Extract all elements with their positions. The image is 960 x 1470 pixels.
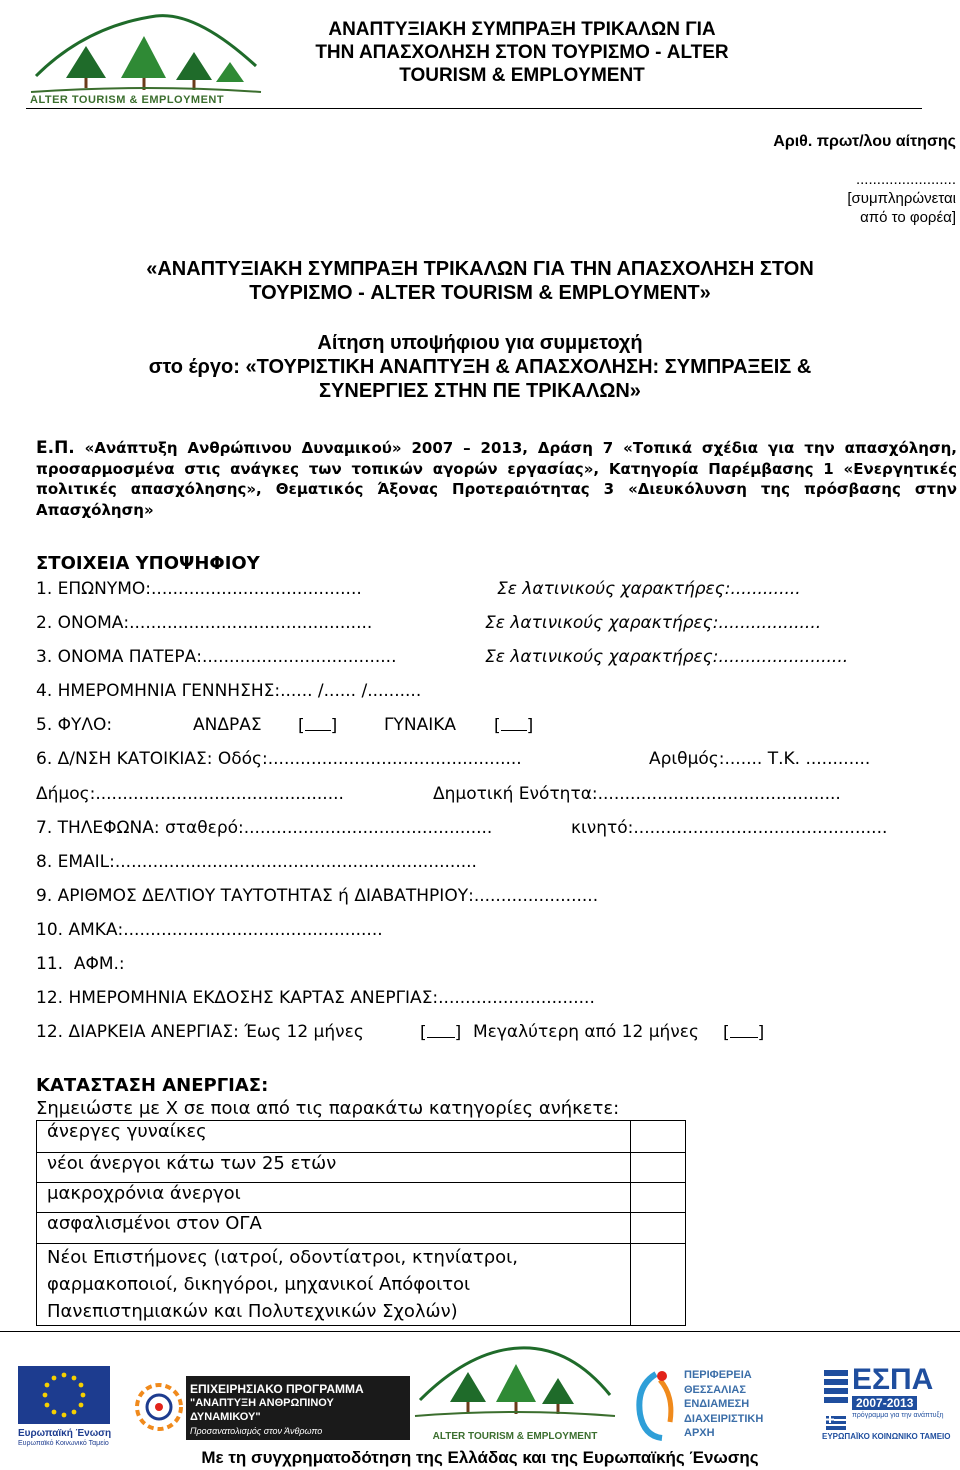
logo-text: ALTER TOURISM & EMPLOYMENT bbox=[30, 94, 225, 106]
unemployment-card-date-field[interactable]: 12. ΗΜΕΡΟΜΗΝΙΑ ΕΚΔΟΣΗΣ ΚΑΡΤΑΣ ΑΝΕΡΓΙΑΣ:............................. bbox=[36, 988, 595, 1008]
region-emblem-icon bbox=[626, 1366, 686, 1444]
father-name-latin-label: Σε λατινικούς χαρακτήρες:........................ bbox=[485, 647, 849, 667]
programme-text-panel bbox=[186, 1376, 410, 1440]
header-title-line: TOURISM & EMPLOYMENT bbox=[399, 65, 645, 86]
table-row bbox=[37, 1153, 686, 1183]
table-row bbox=[37, 1213, 686, 1244]
name-field[interactable] bbox=[36, 613, 372, 633]
unemployment-instruction: Σημειώστε με Χ σε ποια από τις παρακάτω κατηγορίες ανήκετε: bbox=[36, 1098, 620, 1119]
category-checkbox[interactable] bbox=[631, 1244, 686, 1326]
program-text: «Ανάπτυξη Ανθρώπινου Δυναμικού» 2007 – 2013, Δράση 7 «Τοπικά σχέδια για την απασχόληση, προσαρμοσμένα στις ανάγκες των τοπικών αγορών εργασίας», Κατηγορία Παρέμβασης 1 «Ενεργητικές πολιτικές απασχόλησης», Θεματικός Άξονας Προτεραιότητας 3 «Διευκόλυνση της πρόσβασης στην Απασχόληση» bbox=[36, 439, 957, 519]
subtitle-line: στο έργο: «ΤΟΥΡΙΣΤΙΚΗ ΑΝΑΠΤΥΞΗ & ΑΠΑΣΧΟΛΗΣΗ: ΣΥΜΠΡΑΞΕΙΣ & bbox=[148, 356, 812, 378]
region-line: ΕΝΔΙΑΜΕΣΗ bbox=[684, 1398, 750, 1410]
region-line: ΔΙΑΧΕΙΡΙΣΤΙΚΗ bbox=[684, 1412, 764, 1425]
espa-subtitle: πρόγραμμα για την ανάπτυξη bbox=[852, 1412, 944, 1419]
region-line: ΠΕΡΙΦΕΡΕΙΑ bbox=[684, 1369, 752, 1381]
address-street-field[interactable]: 6. Δ/ΝΣΗ ΚΑΤΟΙΚΙΑΣ: Οδός:............................................... bbox=[36, 749, 522, 769]
unemployment-status-title: ΚΑΤΑΣΤΑΣΗ ΑΝΕΡΓΙΑΣ: bbox=[36, 1075, 269, 1096]
protocol-note: [συμπληρώνεται bbox=[847, 190, 956, 207]
protocol-fill-dots: ........................ bbox=[855, 171, 956, 188]
document-title-line: ΤΟΥΡΙΣΜΟ - ALTER TOURISM & EMPLOYMENT» bbox=[249, 282, 711, 304]
table-row bbox=[37, 1244, 686, 1326]
subtitle-line: ΣΥΝΕΡΓΙΕΣ ΣΤΗΝ ΠΕ ΤΡΙΚΑΛΩΝ» bbox=[319, 380, 641, 402]
address-number-field[interactable]: Αριθμός:....... Τ.Κ. ............ bbox=[649, 749, 871, 769]
alter-footer-text: ALTER TOURISM & EMPLOYMENT bbox=[432, 1431, 598, 1442]
programme-line: Προσανατολισμός στον Άνθρωπο bbox=[190, 1426, 323, 1436]
header-title bbox=[272, 18, 772, 87]
name-label: 2. ΟΝΟΜΑ:............................................. bbox=[36, 613, 373, 633]
eu-text: Ευρωπαϊκή Ένωση bbox=[18, 1428, 112, 1439]
programme-line: "ΑΝΑΠΤΥΞΗ ΑΝΘΡΩΠΙΝΟΥ ΔΥΝΑΜΙΚΟΥ" bbox=[190, 1397, 334, 1423]
document-title-line: «ΑΝΑΠΤΥΞΙΑΚΗ ΣΥΜΠΡΑΞΗ ΤΡΙΚΑΛΩΝ ΓΙΑ ΤΗΝ ΑΠΑΣΧΟΛΗΣΗ ΣΤΟΝ bbox=[146, 258, 814, 280]
espa-mark-icon bbox=[824, 1370, 848, 1404]
duration-up-to-12-checkbox[interactable]: [ ] bbox=[420, 1023, 462, 1043]
category-label: ασφαλισμένοι στον ΟΓΑ bbox=[37, 1213, 631, 1244]
category-checkbox[interactable] bbox=[631, 1213, 686, 1244]
region-line: ΑΡΧΗ bbox=[684, 1427, 715, 1439]
region-thessaly-logo bbox=[626, 1366, 804, 1446]
protocol-number-field[interactable] bbox=[756, 170, 956, 227]
table-row bbox=[37, 1183, 686, 1213]
email-field[interactable]: 8. EMAIL:................................................................... bbox=[36, 852, 477, 872]
category-label-line: Νέοι Επιστήμονες (ιατροί, οδοντίατροι, κτηνίατροι, bbox=[47, 1247, 518, 1268]
espa-logo bbox=[822, 1364, 952, 1444]
surname-latin-label: Σε λατινικούς χαρακτήρες:............. bbox=[497, 579, 801, 599]
espa-years: 2007-2013 bbox=[852, 1396, 917, 1410]
program-lead: Ε.Π. bbox=[36, 438, 75, 458]
gender-female-label: ΓΥΝΑΙΚΑ bbox=[384, 715, 456, 735]
phone-landline-field[interactable]: 7. ΤΗΛΕΦΩΝΑ: σταθερό:.............................................. bbox=[36, 818, 493, 838]
operational-programme-logo bbox=[130, 1374, 410, 1444]
category-label: μακροχρόνια άνεργοι bbox=[37, 1183, 631, 1213]
gender-male-checkbox[interactable]: [ ] bbox=[298, 716, 338, 736]
unemployment-duration-label: 12. ΔΙΑΡΚΕΙΑ ΑΝΕΡΓΙΑΣ: Έως 12 μήνες bbox=[36, 1022, 364, 1042]
programme-line: ΕΠΙΧΕΙΡΗΣΙΑΚΟ ΠΡΟΓΡΑΜΜΑ bbox=[190, 1382, 364, 1396]
category-label: νέοι άνεργοι κάτω των 25 ετών bbox=[37, 1153, 631, 1183]
header-divider bbox=[26, 108, 922, 109]
gender-female-checkbox[interactable]: [ ] bbox=[494, 716, 534, 736]
afm-field[interactable]: 11. ΑΦΜ.: bbox=[36, 954, 125, 974]
gender-label: 5. ΦΥΛΟ: bbox=[36, 715, 113, 735]
eu-logo bbox=[18, 1366, 113, 1446]
duration-more-than-12-label: Μεγαλύτερη από 12 μήνες bbox=[473, 1022, 699, 1042]
region-line: ΘΕΣΣΑΛΙΑΣ bbox=[684, 1383, 746, 1396]
father-name-field[interactable] bbox=[36, 647, 397, 667]
protocol-note: από το φορέα] bbox=[860, 209, 956, 226]
subtitle-line: Αίτηση υποψήφιου για συμμετοχή bbox=[317, 332, 643, 354]
footer-divider bbox=[0, 1331, 960, 1332]
category-checkbox[interactable] bbox=[631, 1183, 686, 1213]
unemployment-categories-table bbox=[36, 1120, 686, 1326]
category-checkbox[interactable] bbox=[631, 1153, 686, 1183]
programme-emblem-icon bbox=[130, 1374, 188, 1440]
surname-label: 1. ΕΠΩΝΥΜΟ:....................................... bbox=[36, 579, 362, 599]
espa-fund: ΕΥΡΩΠΑΪΚΟ ΚΟΙΝΩΝΙΚΟ ΤΑΜΕΙΟ bbox=[822, 1432, 951, 1441]
municipality-field[interactable]: Δήμος:.............................................. bbox=[36, 784, 344, 804]
cofinancing-statement: Με τη συγχρηματοδότηση της Ελλάδας και της Ευρωπαϊκής Ένωσης bbox=[201, 1448, 759, 1467]
phone-mobile-field[interactable]: κινητό:............................................... bbox=[571, 818, 888, 838]
father-name-label: 3. ΟΝΟΜΑ ΠΑΤΕΡΑ:.................................... bbox=[36, 647, 397, 667]
name-latin-label: Σε λατινικούς χαρακτήρες:................... bbox=[485, 613, 822, 633]
esf-text: Ευρωπαϊκό Κοινωνικό Ταμείο bbox=[18, 1440, 109, 1447]
category-checkbox[interactable] bbox=[631, 1121, 686, 1153]
birthdate-field[interactable]: 4. ΗΜΕΡΟΜΗΝΙΑ ΓΕΝΝΗΣΗΣ:...... /...... /.......... bbox=[36, 681, 422, 701]
surname-latin-field[interactable] bbox=[497, 579, 801, 599]
candidate-section-title: ΣΤΟΙΧΕΙΑ ΥΠΟΨΗΦΙΟΥ bbox=[36, 553, 260, 574]
alter-tourism-footer-logo bbox=[410, 1340, 620, 1445]
document-subtitle bbox=[40, 331, 920, 403]
protocol-number-label: Αριθ. πρωτ/λου αίτησης bbox=[773, 133, 956, 150]
document-title bbox=[40, 257, 920, 305]
duration-more-than-12-checkbox[interactable]: [ ] bbox=[723, 1023, 765, 1043]
gender-male-label: ΑΝΔΡΑΣ bbox=[193, 715, 262, 735]
eu-flag-icon bbox=[18, 1366, 110, 1424]
program-description bbox=[36, 438, 957, 520]
name-latin-field[interactable] bbox=[485, 613, 821, 633]
espa-title: ΕΣΠΑ bbox=[852, 1363, 934, 1396]
municipal-unit-field[interactable]: Δημοτική Ενότητα:............................................. bbox=[433, 784, 841, 804]
category-label-line: Πανεπιστημιακών και Πολυτεχνικών Σχολών) bbox=[47, 1301, 458, 1322]
header-title-line: ΑΝΑΠΤΥΞΙΑΚΗ ΣΥΜΠΡΑΞΗ ΤΡΙΚΑΛΩΝ ΓΙΑ bbox=[328, 19, 716, 40]
alter-tourism-footer-logo-icon bbox=[410, 1340, 620, 1426]
table-row bbox=[37, 1121, 686, 1153]
father-name-latin-field[interactable] bbox=[485, 647, 848, 667]
category-label-line: φαρμακοποιοί, δικηγόροι, μηχανικοί Απόφοιτοι bbox=[47, 1274, 471, 1295]
surname-field[interactable] bbox=[36, 579, 362, 599]
amka-field[interactable]: 10. ΑΜΚΑ:................................................ bbox=[36, 920, 383, 940]
region-text bbox=[684, 1368, 802, 1441]
id-number-field[interactable]: 9. ΑΡΙΘΜΟΣ ΔΕΛΤΙΟΥ ΤΑΥΤΟΤΗΤΑΣ ή ΔΙΑΒΑΤΗΡΙΟΥ:....................... bbox=[36, 886, 599, 906]
category-label bbox=[37, 1244, 631, 1326]
header-title-line: ΤΗΝ ΑΠΑΣΧΟΛΗΣΗ ΣΤΟΝ ΤΟΥΡΙΣΜΟ - ALTER bbox=[315, 42, 729, 63]
greek-flag-icon bbox=[826, 1416, 846, 1430]
header-logo bbox=[26, 6, 266, 110]
category-label: άνεργες γυναίκες bbox=[37, 1121, 631, 1153]
